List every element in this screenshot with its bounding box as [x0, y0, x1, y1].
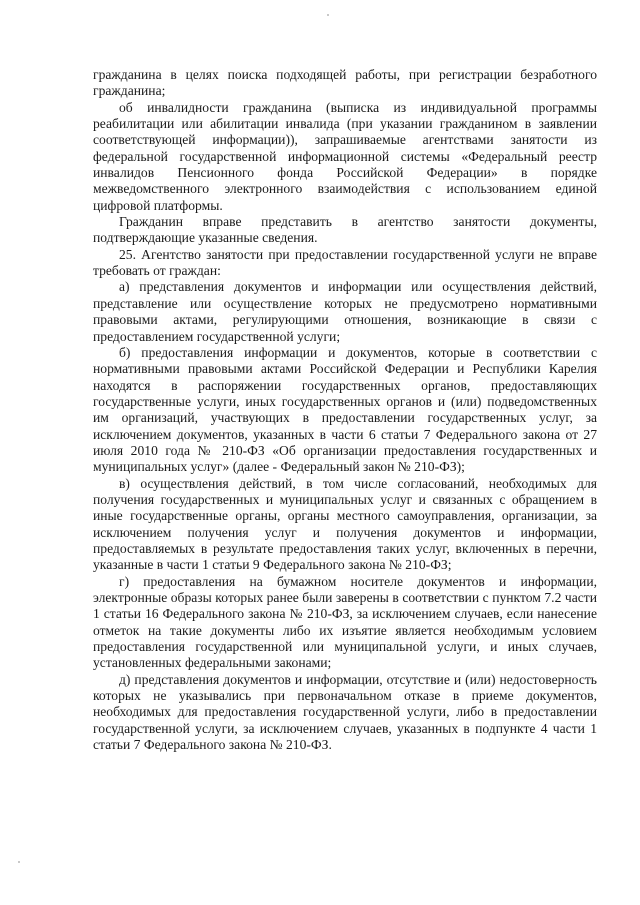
- paragraph-item-a: а) представления документов и информации или осуществления действий, представление или осуществление которых не предусмотрено нормативными правовыми актами, регулирующими отношения, возникающие в связи с предоставлением государственной услуги;: [93, 279, 597, 344]
- paragraph-clause-25: 25. Агентство занятости при предоставлении государственной услуги не вправе требовать от граждан:: [93, 246, 597, 279]
- scan-speck-bottom-left: [18, 861, 20, 863]
- paragraph-item-v: в) осуществления действий, в том числе согласований, необходимых для получения государственных и муниципальных услуг и связанных с обращением в иные государственные органы, органы местного самоуправления, организации, за исключением получения услуг и получения документов и информации, предоставляемых в результате предоставления таких услуг, включенных в перечни, указанные в части 1 статьи 9 Федерального закона № 210-ФЗ;: [93, 475, 597, 573]
- document-body: [93, 67, 597, 753]
- paragraph-item-d: д) представления документов и информации, отсутствие и (или) недостоверность которых не указывались при первоначальном отказе в приеме документов, необходимых для предоставления государственной услуги, либо в предоставлении государственной услуги, за исключением случаев, указанных в подпункте 4 части 1 статьи 7 Федерального закона № 210-ФЗ.: [93, 671, 597, 753]
- paragraph-continuation: гражданина в целях поиска подходящей работы, при регистрации безработного гражданина;: [93, 67, 597, 99]
- scan-speck-top: [327, 14, 329, 16]
- paragraph-disability-info: об инвалидности гражданина (выписка из индивидуальной программы реабилитации или абилитации инвалида (при указании гражданином в заявлении соответствующей информации)), запрашиваемые агентствами занятости из федеральной государственной информационной системы «Федеральный реестр инвалидов Пенсионного фонда Российской Федерации» в порядке межведомственного электронного взаимодействия с использованием единой цифровой платформы.: [93, 99, 597, 213]
- paragraph-citizen-right: Гражданин вправе представить в агентство занятости документы, подтверждающие указанные сведения.: [93, 214, 597, 246]
- paragraph-item-b: б) предоставления информации и документов, которые в соответствии с нормативными правовыми актами Российской Федерации и Республики Карелия находятся в распоряжении государственных органов, предоставляющих государственные услуги, иных государственных органов и (или) подведомственных им организаций, участвующих в предоставлении государственных услуг, за исключением документов, указанных в части 6 статьи 7 Федерального закона от 27 июля 2010 года № 210-ФЗ «Об организации предоставления государственных и муниципальных услуг» (далее - Федеральный закон № 210-ФЗ);: [93, 344, 597, 475]
- paragraph-item-g: г) предоставления на бумажном носителе документов и информации, электронные образы которых ранее были заверены в соответствии с пунктом 7.2 части 1 статьи 16 Федерального закона № 210-ФЗ, за исключением случаев, если нанесение отметок на такие документы либо их изъятие является необходимым условием предоставления государственной или муниципальной услуги, и иных случаев, установленных федеральными законами;: [93, 573, 597, 671]
